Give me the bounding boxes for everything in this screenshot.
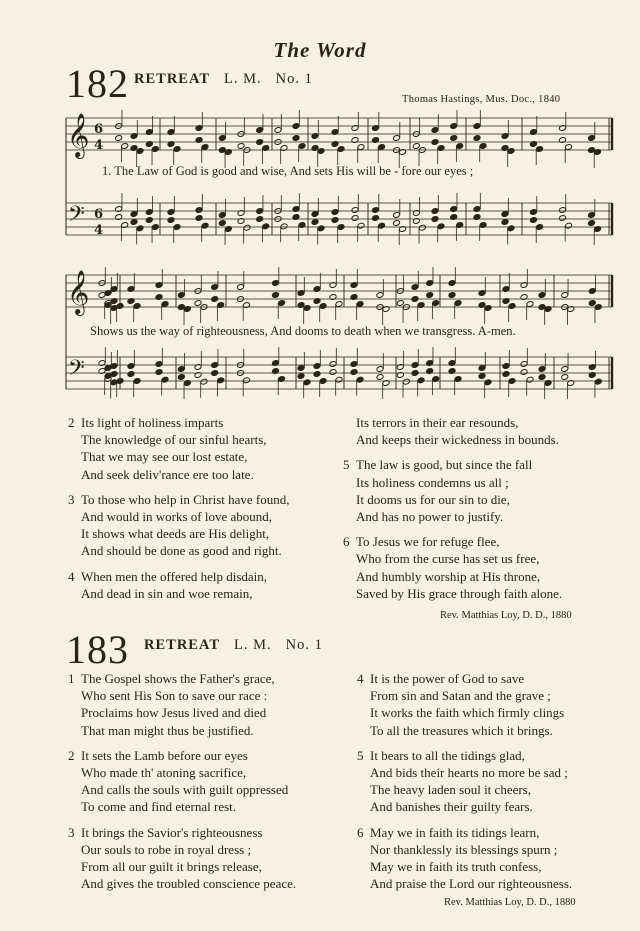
note-head xyxy=(337,146,345,153)
verse xyxy=(68,568,290,602)
verse-line: 5 It bears to all the tidings glad, xyxy=(357,747,525,763)
hymn-number: 182 xyxy=(66,61,129,106)
verse-number: 2 xyxy=(68,747,75,763)
verse-line: The heavy laden soul it cheers, xyxy=(370,782,531,798)
note-head xyxy=(357,222,365,229)
note-head xyxy=(431,208,439,215)
music-lyrics-line-2: Shows us the way of righteousness, And dooms to death when we transgress. A-men. xyxy=(90,324,516,338)
verse-line: And calls the souls with guilt oppressed xyxy=(81,782,289,798)
verse-line: And would in works of love abound, xyxy=(81,509,273,525)
verse-line: The knowledge of our sinful hearts, xyxy=(81,432,267,448)
note-head xyxy=(274,127,282,134)
note-head xyxy=(151,146,159,153)
note-head xyxy=(594,378,602,385)
note-head xyxy=(594,304,602,311)
note-head xyxy=(319,378,327,385)
note-head xyxy=(217,377,225,384)
verse-line: Who sent His Son to save our race : xyxy=(81,688,268,704)
note-head xyxy=(177,366,185,373)
verse-number: 2 xyxy=(68,415,75,430)
note-head xyxy=(538,292,546,299)
note-head xyxy=(272,292,280,299)
note-head xyxy=(402,378,410,385)
verse-line: And praise the Lord our righteousness. xyxy=(370,876,573,892)
tune-number: No. 1 xyxy=(275,71,313,87)
verse-number: 3 xyxy=(68,824,75,840)
note-head xyxy=(311,211,319,218)
verse-number: 4 xyxy=(357,671,364,686)
note-head xyxy=(393,135,401,142)
meter: L. M. xyxy=(234,637,272,653)
verse-line: And has no power to justify. xyxy=(356,509,504,525)
note-head xyxy=(376,366,384,373)
verse-number: 1 xyxy=(68,671,75,686)
note-head xyxy=(130,211,138,218)
note-head xyxy=(110,371,118,378)
verse-line: It works the faith which firmly clings xyxy=(370,705,565,721)
note-head xyxy=(478,365,486,372)
note-head xyxy=(319,303,327,310)
note-head xyxy=(262,223,270,230)
hymn-number: 183 xyxy=(66,627,129,672)
tune-number: No. 1 xyxy=(285,637,323,653)
note-head xyxy=(195,215,203,222)
verse xyxy=(357,747,572,816)
verse-line: Our souls to robe in royal dress ; xyxy=(81,841,252,857)
note-head xyxy=(350,369,358,376)
verse-number: 3 xyxy=(68,491,75,507)
note-head xyxy=(317,225,325,232)
note-head xyxy=(411,284,419,291)
verse-line: To come and find eternal rest. xyxy=(81,799,237,815)
note-head xyxy=(351,207,359,214)
note-head xyxy=(448,280,456,287)
verse xyxy=(68,491,290,560)
bass-clef: 𝄢 xyxy=(68,202,85,232)
note-head xyxy=(201,144,209,151)
verse xyxy=(343,533,562,602)
note-head xyxy=(127,371,135,378)
verse-line: 5 The law is good, but since the fall xyxy=(343,457,533,473)
note-head xyxy=(378,222,386,229)
note-head xyxy=(526,376,534,383)
note-head xyxy=(559,207,567,214)
verse-line: Who made th' atoning sacrifice, xyxy=(81,765,247,781)
hymn-183-verses-right xyxy=(357,670,572,892)
note-head xyxy=(211,296,219,303)
verse-line: It dooms us for our sin to die, xyxy=(356,491,510,507)
note-head xyxy=(173,146,181,153)
note-head xyxy=(331,217,339,224)
note-head xyxy=(448,292,456,299)
note-head xyxy=(195,207,203,214)
note-head xyxy=(588,288,596,295)
note-head xyxy=(588,212,596,219)
note-head xyxy=(559,215,567,222)
note-head xyxy=(393,212,401,219)
note-head xyxy=(508,378,516,385)
verse-line: Its terrors in their ear resounds, xyxy=(356,415,519,430)
note-head xyxy=(356,376,364,383)
note-head xyxy=(350,361,358,368)
note-head xyxy=(437,223,445,230)
verse-line: And dead in sin and woe remain, xyxy=(81,585,253,601)
note-head xyxy=(393,220,401,227)
note-head xyxy=(536,224,544,231)
verse xyxy=(357,824,572,893)
time-signature: 4 xyxy=(94,223,104,238)
note-head xyxy=(376,292,384,299)
hymn-183-author: Rev. Matthias Loy, D. D., 1880 xyxy=(444,897,576,908)
note-head xyxy=(127,363,135,370)
note-head xyxy=(298,143,306,150)
note-head xyxy=(337,224,345,231)
note-head xyxy=(536,146,544,153)
note-head xyxy=(292,123,300,130)
note-head xyxy=(329,361,337,368)
composer-credit: Thomas Hastings, Mus. Doc., 1840 xyxy=(402,94,561,105)
verse-line: May we in faith its truth confess, xyxy=(370,859,542,875)
note-head xyxy=(121,143,129,150)
note-head xyxy=(256,127,264,134)
note-head xyxy=(417,377,425,384)
note-head xyxy=(218,135,226,142)
note-head xyxy=(508,303,516,310)
note-head xyxy=(218,212,226,219)
verse-line: 3 To those who help in Christ have found, xyxy=(68,491,290,507)
tune-header xyxy=(144,637,337,654)
note-head xyxy=(177,292,185,299)
time-signature: 6 xyxy=(94,122,104,137)
note-head xyxy=(303,379,311,386)
verse xyxy=(343,456,562,525)
note-head xyxy=(237,284,245,291)
note-head xyxy=(478,373,486,380)
verse-line: That man might thus be justified. xyxy=(81,722,254,738)
note-head xyxy=(432,300,440,307)
note-head xyxy=(297,365,305,372)
note-head xyxy=(280,223,288,230)
verse-line: And should be done as good and right. xyxy=(81,543,282,559)
note-head xyxy=(194,300,202,307)
note-head xyxy=(115,135,123,142)
note-head xyxy=(484,379,492,386)
verse-number: 6 xyxy=(343,534,350,550)
note-head xyxy=(565,222,573,229)
verse-line: 6 To Jesus we for refuge flee, xyxy=(343,534,500,550)
note-head xyxy=(335,301,343,308)
note-head xyxy=(133,303,141,310)
note-head xyxy=(411,296,419,303)
music-lyrics-line-1: 1. The Law of God is good and wise, And sets His will be - fore our eyes ; xyxy=(102,164,474,178)
note-head xyxy=(351,215,359,222)
note-head xyxy=(292,135,300,142)
note-head xyxy=(376,374,384,381)
note-head xyxy=(411,370,419,377)
note-head xyxy=(372,215,380,222)
note-head xyxy=(237,143,245,150)
note-head xyxy=(431,216,439,223)
verse-line: And seek deliv'rance ere too late. xyxy=(81,466,254,482)
verse-line: From sin and Satan and the grave ; xyxy=(370,688,551,704)
note-head xyxy=(145,217,153,224)
note-head xyxy=(167,217,175,224)
note-head xyxy=(256,139,264,146)
verse-line: 6 May we in faith its tidings learn, xyxy=(357,824,540,840)
verse-line: From all our guilt it brings release, xyxy=(81,859,262,875)
note-head xyxy=(501,219,509,226)
verse-line: That we may see our lost estate, xyxy=(81,449,248,465)
note-head xyxy=(530,209,538,216)
note-head xyxy=(588,220,596,227)
tune-name: RETREAT xyxy=(134,71,211,87)
note-head xyxy=(561,292,569,299)
verse-line: To all the treasures which it brings. xyxy=(370,722,553,738)
note-head xyxy=(479,143,487,150)
note-head xyxy=(155,361,163,368)
verse-number: 6 xyxy=(357,824,364,840)
note-head xyxy=(507,225,515,232)
note-head xyxy=(130,219,138,226)
treble-clef: 𝄞 xyxy=(67,113,90,157)
note-head xyxy=(426,292,434,299)
verse-line: 3 It brings the Savior's righteousness xyxy=(68,824,263,840)
note-head xyxy=(520,369,528,376)
note-head xyxy=(243,377,251,384)
note-head xyxy=(173,224,181,231)
note-head xyxy=(520,361,528,368)
note-head xyxy=(538,366,546,373)
verse-line: It shows what deeds are His delight, xyxy=(81,526,270,542)
note-head xyxy=(201,222,209,229)
verse-line: 4 When men the offered help disdain, xyxy=(68,568,268,584)
verse-line: Who from the curse has set us free, xyxy=(356,551,540,567)
hymn-182-verses-right xyxy=(343,414,562,602)
note-head xyxy=(161,301,169,308)
note-head xyxy=(161,376,169,383)
verse-line: And keeps their wickedness in bounds. xyxy=(356,432,559,448)
note-head xyxy=(357,144,365,151)
note-head xyxy=(396,300,404,307)
note-head xyxy=(331,209,339,216)
note-head xyxy=(256,216,264,223)
treble-clef: 𝄞 xyxy=(67,270,90,314)
verse-line: Its holiness condemns us all ; xyxy=(356,474,509,490)
verse-line: And gives the troubled conscience peace. xyxy=(81,876,297,892)
note-head xyxy=(356,301,364,308)
verse xyxy=(68,414,290,483)
verse xyxy=(68,747,296,816)
verse-line: And humbly worship at His throne, xyxy=(356,568,541,584)
verse-line: 1 The Gospel shows the Father's grace, xyxy=(68,671,275,686)
note-head xyxy=(565,144,573,151)
note-head xyxy=(473,123,481,130)
note-head xyxy=(329,369,337,376)
note-head xyxy=(450,135,458,142)
verse xyxy=(68,670,296,739)
note-head xyxy=(116,303,124,310)
note-head xyxy=(133,378,141,385)
verse-number: 5 xyxy=(343,457,350,473)
section-title: The Word xyxy=(273,38,367,62)
verse-line: And bids their hearts no more be sad ; xyxy=(370,765,568,781)
verse-line: Nor thanklessly its blessings spurn ; xyxy=(370,841,558,857)
note-head xyxy=(200,378,208,385)
note-head xyxy=(272,280,280,287)
note-head xyxy=(501,211,509,218)
note-head xyxy=(211,284,219,291)
hymn-183-verses-left xyxy=(68,670,296,892)
note-head xyxy=(378,144,386,151)
note-head xyxy=(561,374,569,381)
note-head xyxy=(561,366,569,373)
hymn-182-verses-left xyxy=(68,414,290,602)
verse xyxy=(343,414,562,448)
note-head xyxy=(155,369,163,376)
note-head xyxy=(116,378,124,385)
note-head xyxy=(335,376,343,383)
note-head xyxy=(177,374,185,381)
verse-number: 4 xyxy=(68,568,75,584)
music-score xyxy=(0,0,640,400)
note-head xyxy=(311,219,319,226)
meter: L. M. xyxy=(224,71,262,87)
note-head xyxy=(530,217,538,224)
note-head xyxy=(456,143,464,150)
note-head xyxy=(526,301,534,308)
note-head xyxy=(454,300,462,307)
note-head xyxy=(588,135,596,142)
note-head xyxy=(243,224,251,231)
note-head xyxy=(538,374,546,381)
note-head xyxy=(412,143,420,150)
note-head xyxy=(313,371,321,378)
time-signature: 6 xyxy=(94,207,104,222)
note-head xyxy=(313,363,321,370)
note-head xyxy=(588,300,596,307)
note-head xyxy=(151,224,159,231)
note-head xyxy=(167,209,175,216)
verse-line: 4 It is the power of God to save xyxy=(357,671,525,686)
note-head xyxy=(450,123,458,130)
verse-line: Proclaims how Jesus lived and died xyxy=(81,705,267,721)
note-head xyxy=(211,370,219,377)
verse xyxy=(68,824,296,893)
verse-number: 5 xyxy=(357,747,364,763)
verse-line: 2 Its light of holiness imparts xyxy=(68,415,224,430)
note-head xyxy=(211,362,219,369)
note-head xyxy=(418,224,426,231)
note-head xyxy=(502,363,510,370)
note-head xyxy=(145,209,153,216)
note-head xyxy=(426,280,434,287)
note-head xyxy=(431,127,439,134)
verse xyxy=(357,670,572,739)
hymn-182-author: Rev. Matthias Loy, D. D., 1880 xyxy=(440,610,572,621)
note-head xyxy=(218,220,226,227)
tune-name: RETREAT xyxy=(144,637,221,653)
note-head xyxy=(473,135,481,142)
note-head xyxy=(372,207,380,214)
note-head xyxy=(502,371,510,378)
time-signature: 4 xyxy=(94,138,104,153)
note-head xyxy=(256,208,264,215)
note-head xyxy=(297,373,305,380)
note-head xyxy=(431,139,439,146)
note-head xyxy=(278,300,286,307)
note-head xyxy=(136,225,144,232)
bass-clef: 𝄢 xyxy=(68,356,85,386)
note-head xyxy=(411,362,419,369)
verse-line: And banishes their guilty fears. xyxy=(370,799,533,815)
verse-line: 2 It sets the Lamb before our eyes xyxy=(68,747,248,763)
verse-line: Saved by His grace through faith alone. xyxy=(356,585,563,601)
